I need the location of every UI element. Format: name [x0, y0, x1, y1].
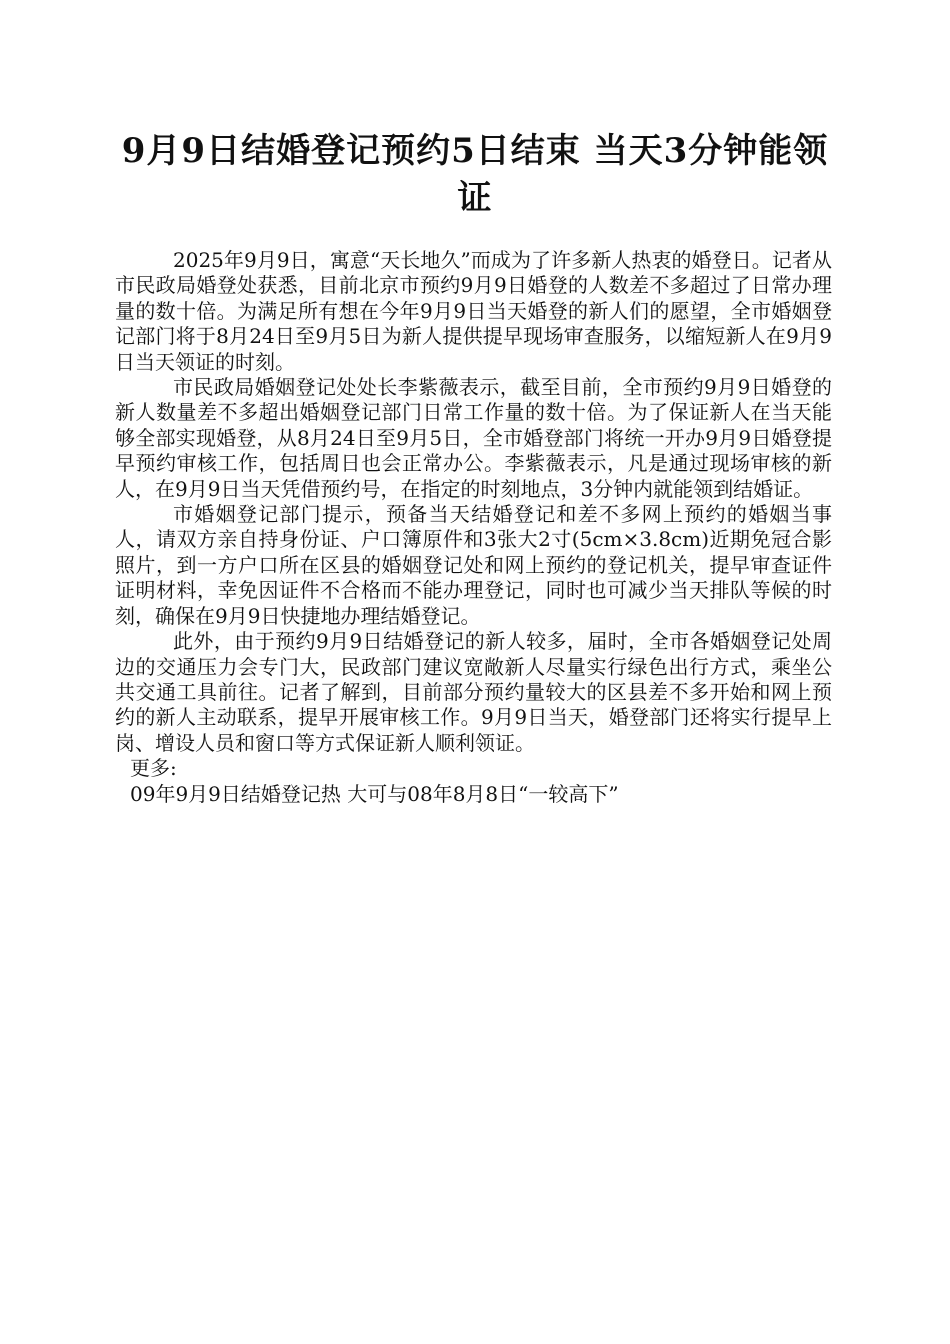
- more-label: 更多:: [130, 756, 177, 781]
- document-title: 9月9日结婚登记预约5日结束 当天3分钟能领证: [121, 131, 829, 218]
- paragraph-4: 此外，由于预约9月9日结婚登记的新人较多，届时，全市各婚姻登记处周边的交通压力会专门大，民政部门建议宽敞新人尽量实行绿色出行方式，乘坐公共交通工具前往。记者了解到，目前部分预约量较大的区县差不多开始和网上预约的新人主动联系，提早开展审核工作。9月9日当天，婚登部门还将实行提早上岗、增设人员和窗口等方式保证新人顺利领证。: [115, 629, 832, 755]
- paragraph-1: 2025年9月9日，寓意“天长地久”而成为了许多新人热衷的婚登日。记者从市民政局婚登处获悉，目前北京市预约9月9日婚登的人数差不多超过了日常办理量的数十倍。为满足所有想在今年9月9日当天婚登的新人们的愿望，全市婚姻登记部门将于8月24日至9月5日为新人提供提早现场审查服务，以缩短新人在9月9日当天领证的时刻。: [115, 248, 832, 374]
- paragraph-2: 市民政局婚姻登记处处长李紫薇表示，截至目前，全市预约9月9日婚登的新人数量差不多超出婚姻登记部门日常工作量的数十倍。为了保证新人在当天能够全部实现婚登，从8月24日至9月5日，全市婚登部门将统一开办9月9日婚登提早预约审核工作，包括周日也会正常办公。李紫薇表示，凡是通过现场审核的新人，在9月9日当天凭借预约号，在指定的时刻地点，3分钟内就能领到结婚证。: [115, 375, 832, 501]
- related-article-link[interactable]: 09年9月9日结婚登记热 大可与08年8月8日“一较高下”: [130, 781, 619, 806]
- paragraph-3: 市婚姻登记部门提示，预备当天结婚登记和差不多网上预约的婚姻当事人，请双方亲自持身份证、户口簿原件和3张大2寸(5cm×3.8cm)近期免冠合影照片，到一方户口所在区县的婚姻登记处和网上预约的登记机关，提早审查证件证明材料，幸免因证件不合格而不能办理登记，同时也可减少当天排队等候的时刻，确保在9月9日快捷地办理结婚登记。: [115, 502, 832, 628]
- article-body: [115, 248, 832, 807]
